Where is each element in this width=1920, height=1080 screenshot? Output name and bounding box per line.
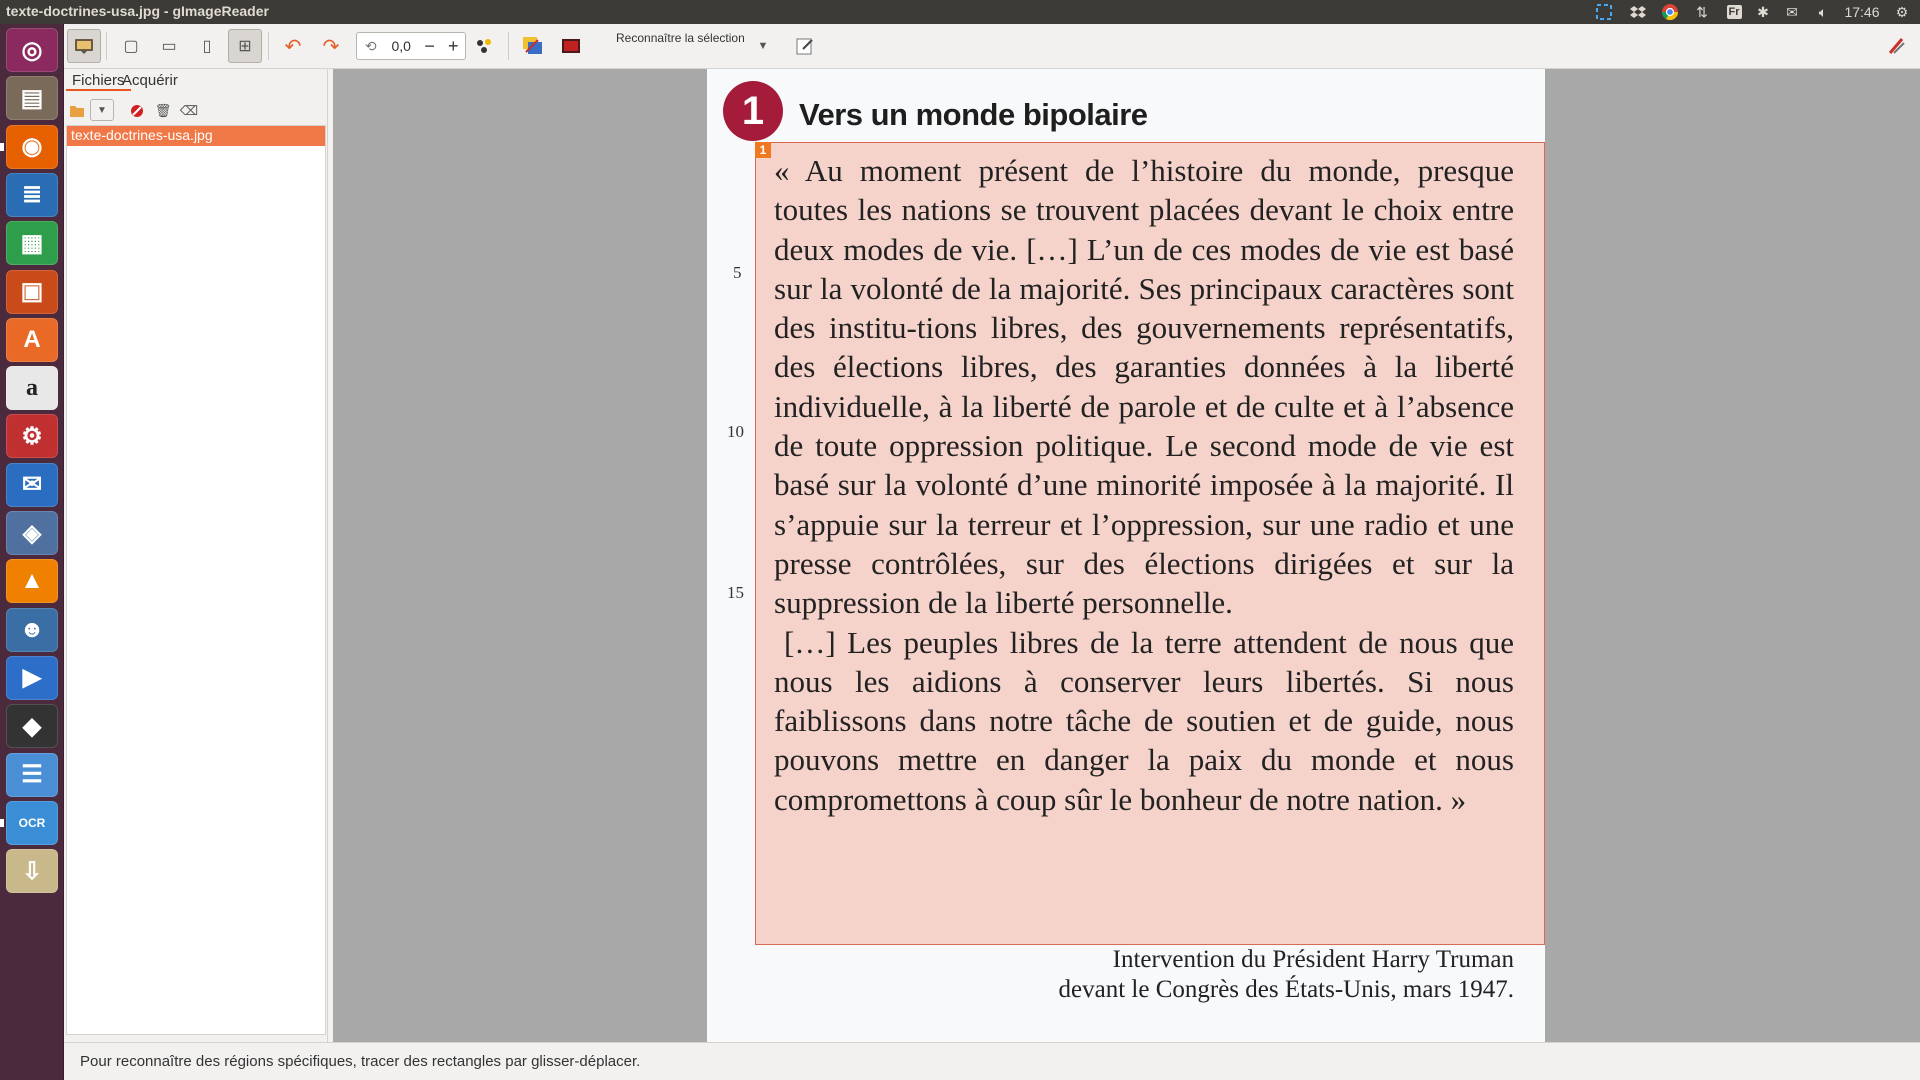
- thunderbird-icon[interactable]: ✉: [6, 463, 58, 507]
- open-folder-icon[interactable]: [64, 99, 90, 123]
- line-number: 15: [727, 583, 744, 602]
- media-icon[interactable]: ◈: [6, 511, 58, 555]
- impress-icon[interactable]: ▣: [6, 270, 58, 314]
- zoom-plus-button[interactable]: +: [447, 35, 459, 56]
- source-line: Intervention du Président Harry Truman: [1112, 946, 1514, 973]
- zoom-value[interactable]: 0,0: [391, 38, 411, 54]
- files-icon[interactable]: ▤: [6, 76, 58, 120]
- image-source-toggle-button[interactable]: [67, 29, 101, 63]
- document-image[interactable]: [707, 69, 1545, 1042]
- tab-acquerir[interactable]: Acquérir: [122, 72, 178, 89]
- launcher: [0, 24, 64, 1080]
- autodetect-layout-button[interactable]: ⊞: [228, 29, 262, 63]
- software-center-icon[interactable]: A: [6, 318, 58, 362]
- recognize-selection-button[interactable]: Reconnaître la sélection: [616, 31, 745, 45]
- ubuntu-dash-icon[interactable]: ◎: [6, 28, 58, 72]
- fit-width-button[interactable]: ▭: [161, 38, 177, 55]
- pidgin-icon[interactable]: ☻: [6, 608, 58, 652]
- quote-text: [774, 151, 1514, 819]
- file-list-item[interactable]: texte-doctrines-usa.jpg: [67, 126, 325, 146]
- writer-icon[interactable]: ≣: [6, 173, 58, 217]
- toolbar: [64, 24, 1920, 69]
- rotate-angle-icon: ⟲: [364, 37, 377, 54]
- mail-icon[interactable]: ✉: [1786, 3, 1798, 20]
- selection-number-badge: 1: [755, 142, 771, 158]
- chrome-icon[interactable]: [1658, 2, 1682, 22]
- rotate-right-icon[interactable]: ↷: [322, 35, 340, 58]
- line-number: 10: [727, 422, 744, 441]
- file-list[interactable]: [66, 125, 326, 1035]
- clear-list-icon[interactable]: ⌫: [179, 103, 199, 118]
- rotate-left-icon[interactable]: ↶: [284, 35, 302, 58]
- app-menu-icon[interactable]: [1880, 29, 1914, 63]
- top-panel: [0, 0, 1920, 24]
- document-title: Vers un monde bipolaire: [799, 97, 1148, 132]
- source-line: devant le Congrès des États-Unis, mars 1947.: [1058, 976, 1514, 1003]
- sidebar: [64, 69, 328, 1042]
- recognize-selection-icon[interactable]: [554, 29, 588, 63]
- stack-icon[interactable]: ☰: [6, 753, 58, 797]
- video-player-icon[interactable]: ▶: [6, 656, 58, 700]
- vlc-icon[interactable]: ▲: [6, 559, 58, 603]
- image-canvas[interactable]: [333, 69, 1920, 1042]
- calc-icon[interactable]: ▦: [6, 221, 58, 265]
- fit-height-button[interactable]: ▯: [202, 38, 212, 55]
- status-text: Pour reconnaître des régions spécifiques, tracer des rectangles par glisser-déplacer.: [80, 1053, 641, 1070]
- window-title: texte-doctrines-usa.jpg - gImageReader: [6, 3, 269, 19]
- running-indicator: [0, 143, 4, 151]
- inkscape-icon[interactable]: ◆: [6, 704, 58, 748]
- files-toolbar: [64, 99, 328, 123]
- recognize-dropdown-chevron-icon[interactable]: ▼: [757, 40, 769, 52]
- remove-icon[interactable]: [124, 99, 150, 123]
- quote-paragraph: « Au moment présent de l’histoire du monde, presque toutes les nations se trouvent placées devant le choix entre deux modes de vie. […] L’un de ces modes de vie est basé sur la volonté de la majorité. Ses principaux caractères sont des institu-tions libres, des gouvernements représentatifs, des élections libres, des garanties données à la liberté individuelle, à la liberté de parole et de culte et à l’absence de toute oppression politique. Le second mode de vie est basé sur la volonté d’une minorité imposée à la majorité. Il s’appuie sur la terreur et l’oppression, sur une radio et une presse contrôlées, sur des élections dirigées et sur la suppression de la liberté personnelle.: [774, 153, 1514, 621]
- quote-paragraph: […] Les peuples libres de la terre attendent de nous que nous les aidions à conserver leurs libertés. Si nous faiblissons dans notre tâche de soutien et de guide, nous pouvons mettre en danger la paix du monde et nous compromettons à coup sûr le bonheur de notre nation. »: [774, 624, 1514, 817]
- colors-icon[interactable]: [468, 29, 502, 63]
- volume-icon[interactable]: 🔈︎: [1818, 3, 1828, 20]
- bluetooth-icon[interactable]: ✱: [1757, 3, 1769, 20]
- sidebar-tabs: [64, 69, 328, 95]
- settings-gear-icon[interactable]: ⚙: [1895, 3, 1909, 20]
- amazon-icon[interactable]: a: [6, 366, 58, 410]
- gimagereader-icon[interactable]: OCR: [6, 801, 58, 845]
- statusbar: [64, 1042, 1920, 1080]
- clock[interactable]: 17:46: [1844, 4, 1880, 20]
- keyboard-layout-indicator[interactable]: Fr: [1728, 6, 1740, 18]
- ocr-language-icon[interactable]: [516, 29, 550, 63]
- zoom-minus-button[interactable]: −: [424, 35, 435, 56]
- tab-fichiers[interactable]: Fichiers: [66, 72, 131, 91]
- running-indicator: [0, 819, 4, 827]
- screenshot-icon[interactable]: [1592, 2, 1616, 22]
- line-number: 5: [733, 263, 742, 282]
- document-number-badge: 1: [723, 81, 783, 141]
- open-dropdown-chevron-icon[interactable]: ▼: [90, 99, 114, 121]
- quote-source: [937, 945, 1514, 1005]
- dropbox-icon[interactable]: [1626, 2, 1650, 22]
- firefox-icon[interactable]: ◉: [6, 125, 58, 169]
- rotate-page-button[interactable]: ▢: [123, 38, 139, 55]
- system-settings-icon[interactable]: ⚙: [6, 414, 58, 458]
- network-icon[interactable]: ⇅: [1696, 3, 1708, 20]
- zoom-spinbox[interactable]: [356, 32, 466, 60]
- delete-file-icon[interactable]: 🗑︎: [154, 103, 172, 118]
- folder-download-icon[interactable]: ⇩: [6, 849, 58, 893]
- output-editor-icon[interactable]: [788, 29, 822, 63]
